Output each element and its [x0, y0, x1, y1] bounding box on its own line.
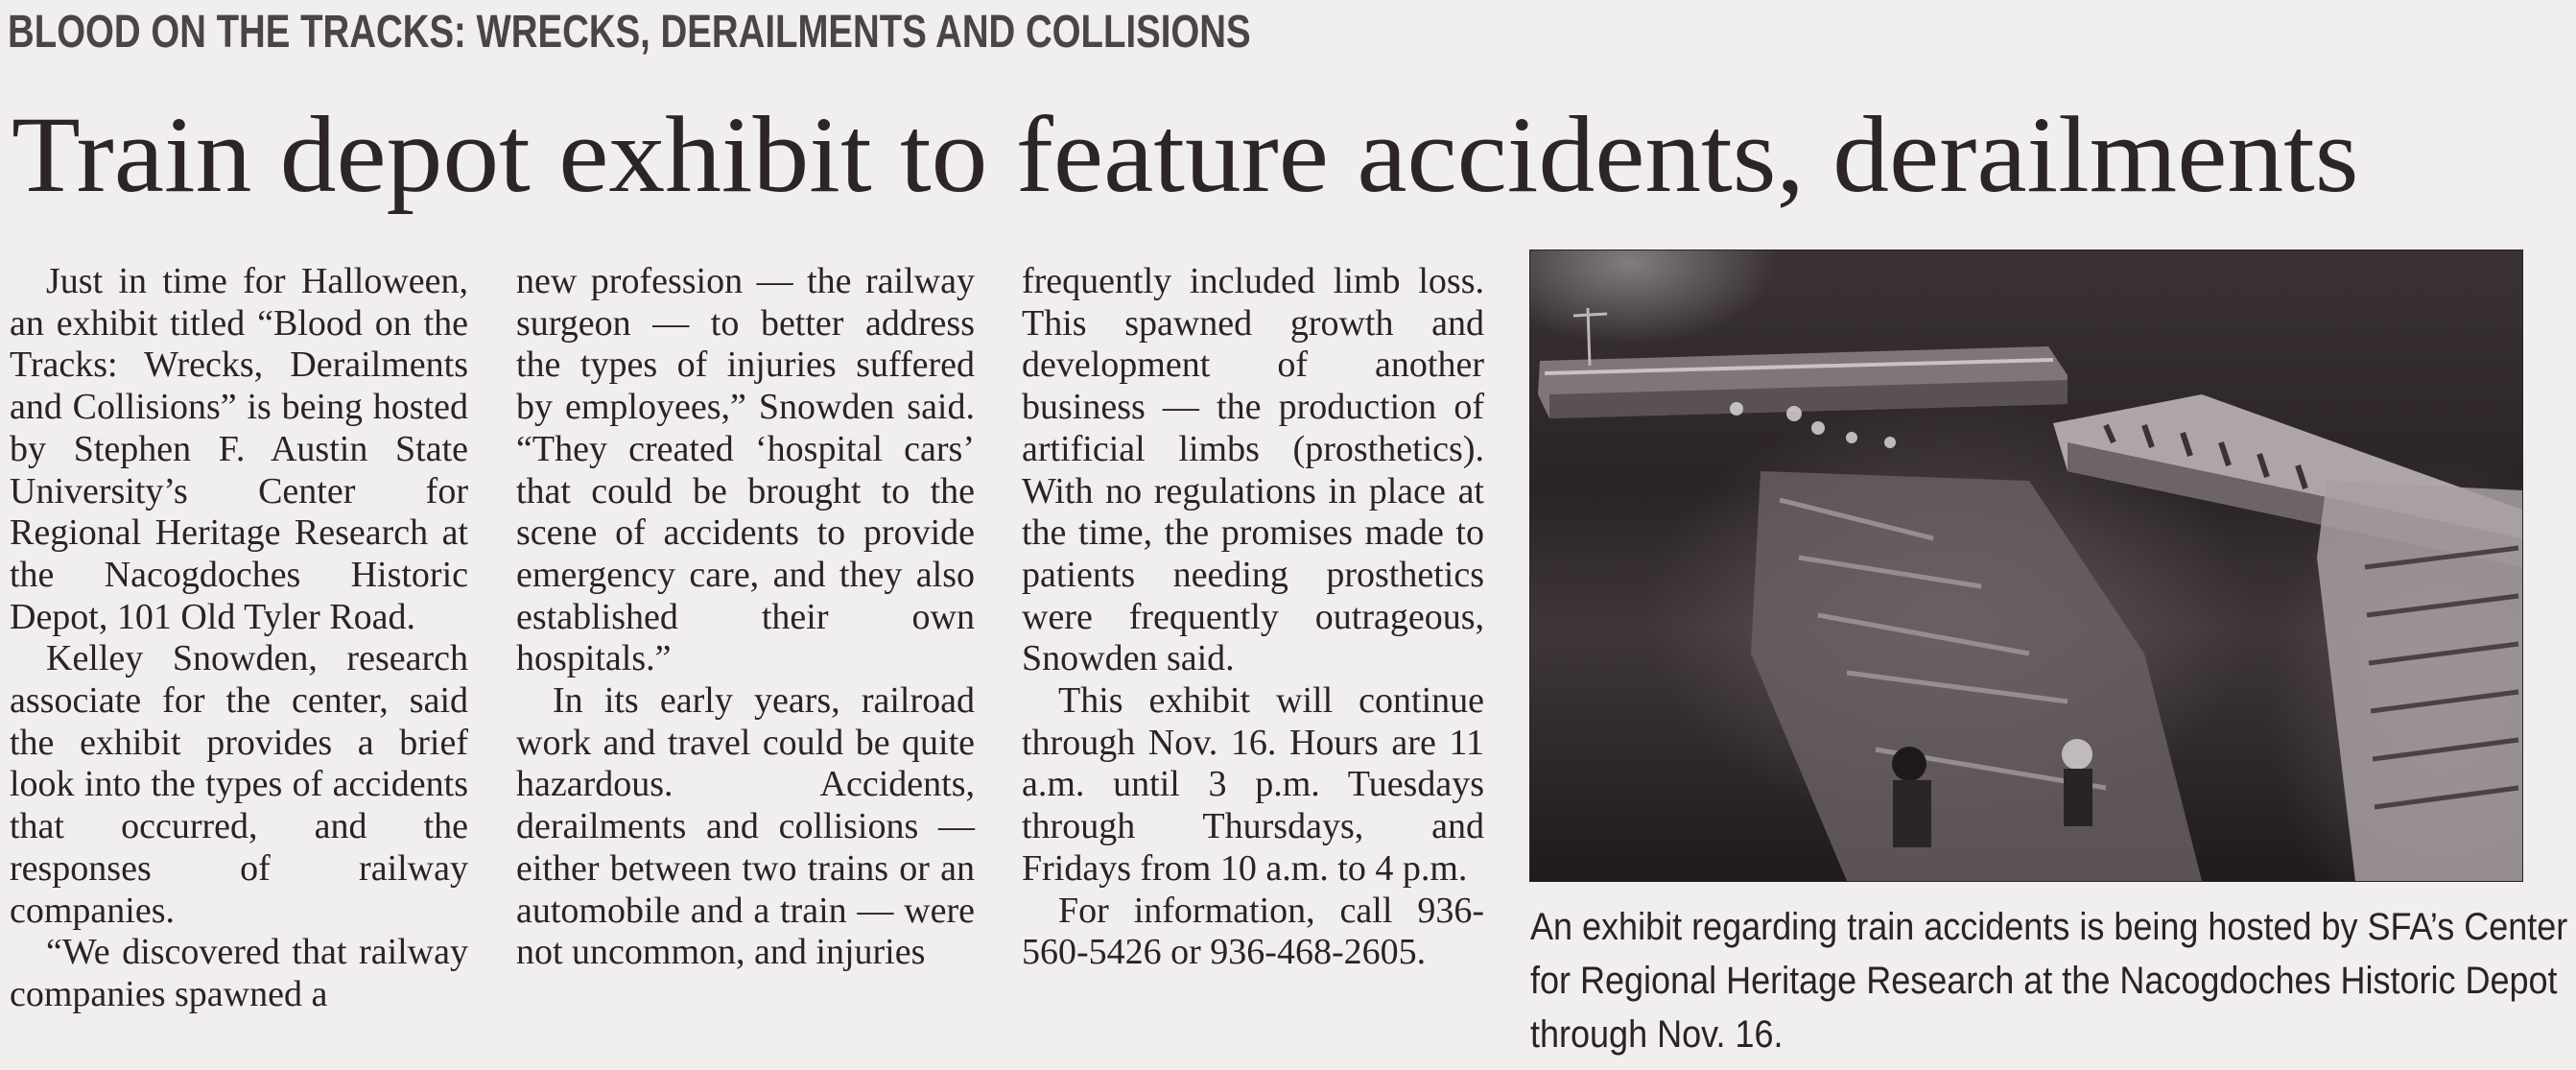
article-headline: Train depot exhibit to feature accidents, derailments [12, 95, 2359, 215]
caption-line: An exhibit regarding train accidents is being hosted by SFA’s Center [1530, 906, 2568, 948]
article-column-1 [10, 261, 468, 1016]
paragraph: In its early years, railroad work and travel could be quite hazardous. Accidents, derailments and collisions — either between two trains or an automobile and a train — were not uncommon, and injuries [516, 680, 975, 973]
train-wreck-photo [1529, 250, 2523, 882]
train-wreck-illustration [1530, 250, 2522, 881]
caption-line: for Regional Heritage Research at the Nacogdoches Historic Depot [1530, 960, 2558, 1002]
paragraph: Just in time for Halloween, an exhibit titled “Blood on the Tracks: Wrecks, Derailments and Collisions” is being hosted by Stephen F. Austin State University’s Center for Regional Heritage Research at the Nacogdoches Historic Depot, 101 Old Tyler Road. [10, 261, 468, 637]
paragraph: For information, call 936-560-5426 or 936-468-2605. [1022, 890, 1484, 973]
paragraph: frequently included limb loss. This spawned growth and development of another business — the production of artificial limbs (prosthetics). With no regulations in place at the time, the promises made to patients needing prosthetics were frequently outrageous, Snowden said. [1022, 261, 1484, 679]
paragraph: new profession — the railway surgeon — to better address the types of injuries suffered by employees,” Snowden said. “They created ‘hospital cars’ that could be brought to the scene of accidents to provide emergency care, and they also established their own hospitals.” [516, 261, 975, 679]
paragraph: This exhibit will continue through Nov. 16. Hours are 11 a.m. until 3 p.m. Tuesdays through Thursdays, and Fridays from 10 a.m. to 4 p.m. [1022, 680, 1484, 889]
paragraph: Kelley Snowden, research associate for the center, said the exhibit provides a brief look into the types of accidents that occurred, and the responses of railway companies. [10, 638, 468, 931]
section-kicker: BLOOD ON THE TRACKS: WRECKS, DERAILMENTS AND COLLISIONS [8, 7, 1251, 58]
paragraph: “We discovered that railway companies spawned a [10, 932, 468, 1014]
caption-line: through Nov. 16. [1530, 1013, 1784, 1056]
article-column-2 [516, 261, 975, 974]
article-column-3 [1022, 261, 1484, 974]
photo-caption [1530, 900, 2568, 1061]
